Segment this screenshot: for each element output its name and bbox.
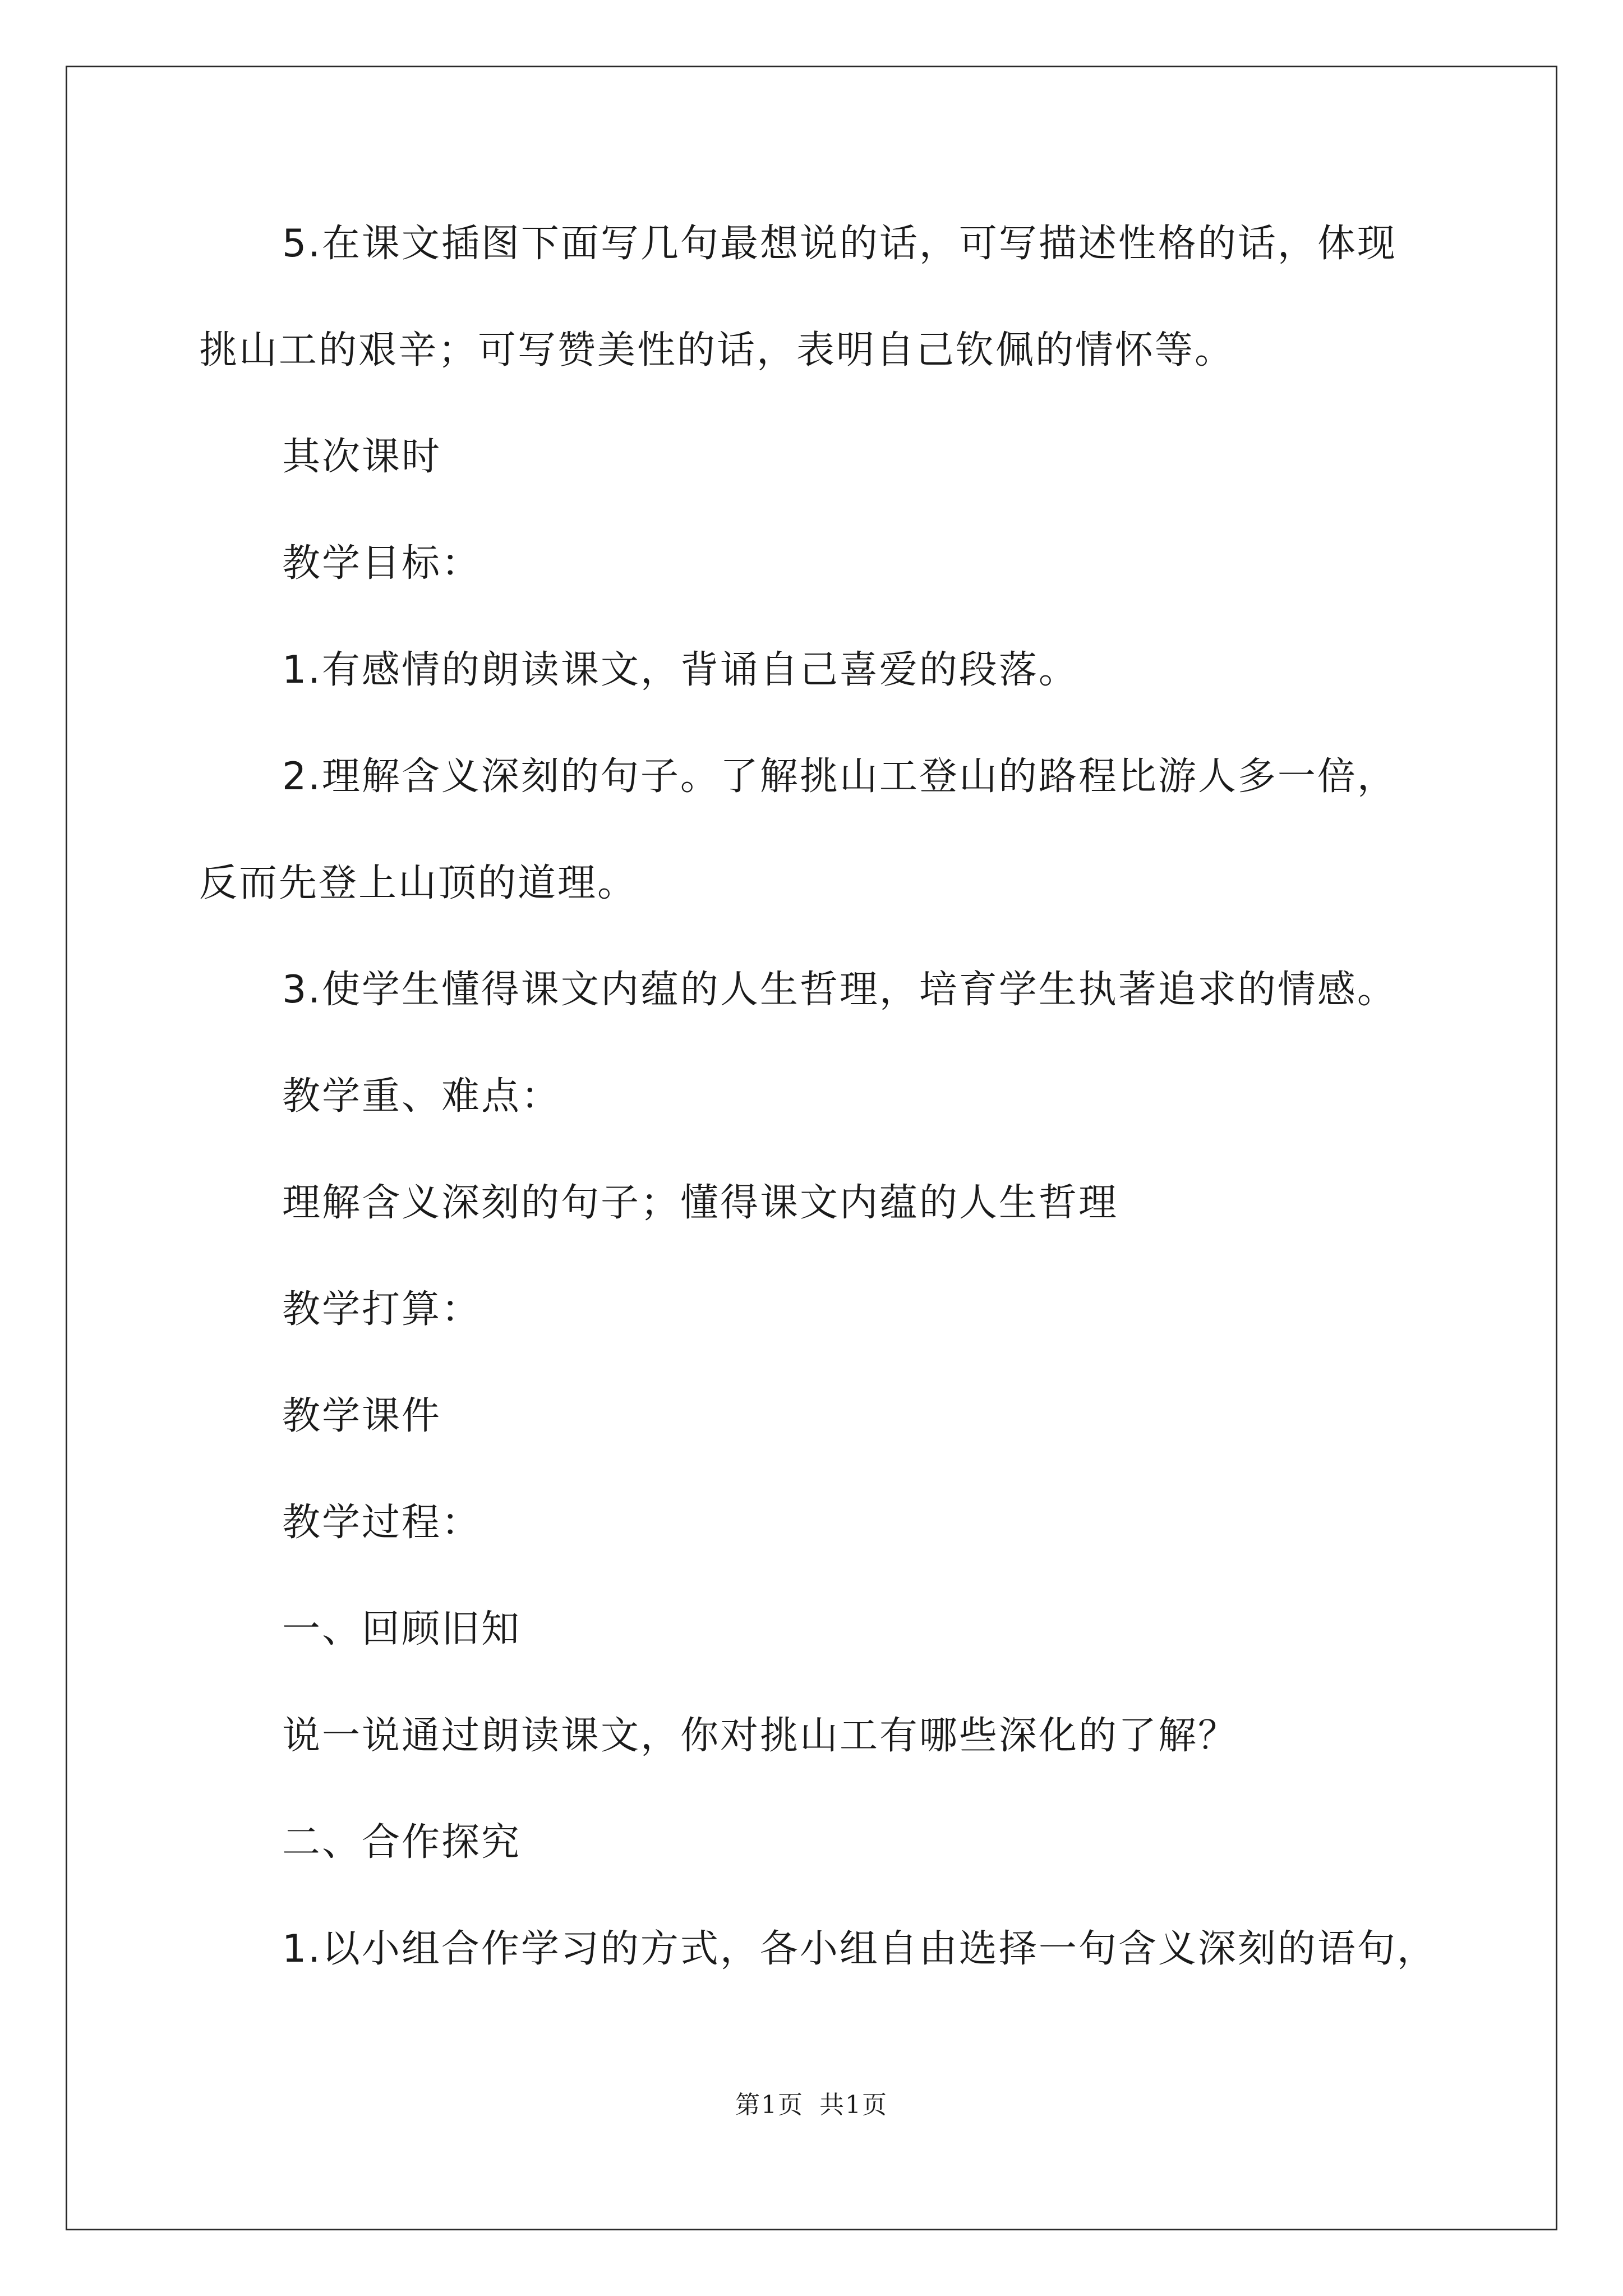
heading-process: 教学过程： xyxy=(282,1501,482,1545)
goal-item-3: 3.使学生懂得课文内蕴的人生哲理，培育学生执著追求的情感。 xyxy=(282,968,1397,1012)
page-number-total: 共1页 xyxy=(819,2091,888,2119)
heading-teaching-goals: 教学目标： xyxy=(282,541,482,586)
heading-key-points: 教学重、难点： xyxy=(282,1074,561,1119)
section-heading-second-lesson: 其次课时 xyxy=(282,435,442,479)
goal-item-2: 2.理解含义深刻的句子。了解挑山工登山的路程比游人多一倍， xyxy=(282,754,1397,799)
paragraph-1: 5.在课文插图下面写几句最想说的话，可写描述性格的话，体现 xyxy=(282,222,1397,266)
process-step-1-heading: 一、回顾旧知 xyxy=(282,1607,522,1651)
page-footer xyxy=(0,2090,1623,2121)
process-step-2-item-1: 1.以小组合作学习的方式，各小组自由选择一句含义深刻的语句， xyxy=(282,1927,1437,1971)
heading-preparation: 教学打算： xyxy=(282,1287,482,1332)
page-number-current: 第1页 xyxy=(735,2091,804,2119)
process-step-1-text: 说一说通过朗读课文，你对挑山工有哪些深化的了解？ xyxy=(282,1714,1238,1758)
goal-item-2-continued: 反而先登上山顶的道理。 xyxy=(199,861,638,905)
goal-item-1: 1.有感情的朗读课文，背诵自己喜爱的段落。 xyxy=(282,648,1078,692)
page-border xyxy=(66,66,1557,2230)
process-step-2-heading: 二、合作探究 xyxy=(282,1820,522,1865)
key-points-text: 理解含义深刻的句子；懂得课文内蕴的人生哲理 xyxy=(282,1181,1119,1225)
preparation-text: 教学课件 xyxy=(282,1394,442,1438)
paragraph-2: 挑山工的艰辛；可写赞美性的话，表明自己钦佩的情怀等。 xyxy=(199,328,1235,372)
